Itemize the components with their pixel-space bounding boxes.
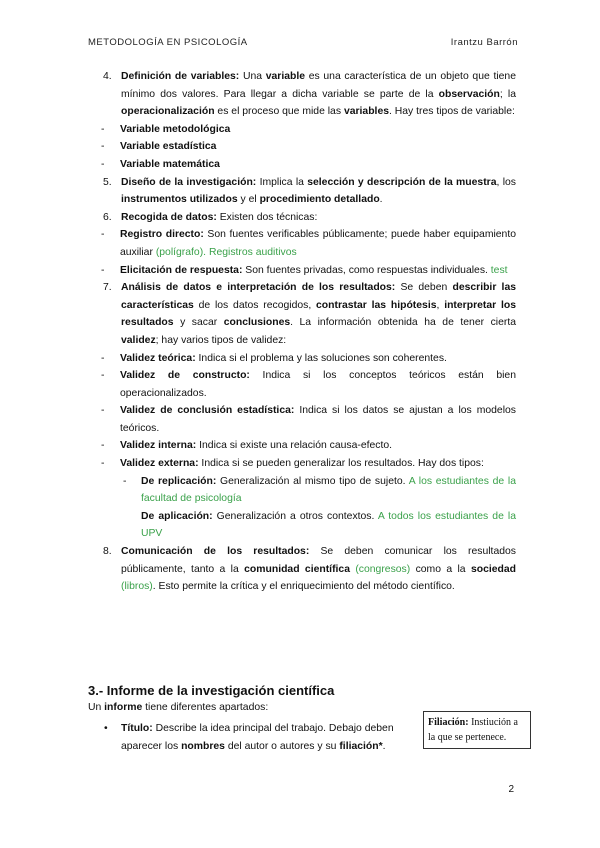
page-number: 2 bbox=[508, 784, 514, 795]
item-number: 4. bbox=[103, 71, 112, 82]
sub-sub-item: De aplicación: Generalización a otros contextos. A todos los estudiantes de la UPV bbox=[141, 510, 516, 540]
section-heading: 3.- Informe de la investigación científica bbox=[88, 683, 335, 698]
list-item-7: 7. Análisis de datos e interpretación de los resultados: Se deben describir las características de los datos recogidos, contrastar las hipótesis, interpretar los resultados y sacar conclusiones. La información obtenida ha de tener cierta validez; hay varios tipos de validez: bbox=[88, 279, 516, 349]
list-item-5: 5. Diseño de la investigación: Implica la selección y descripción de la muestra, los instrumentos utilizados y el procedimiento detallado. bbox=[88, 174, 516, 209]
sub-sub-item: - De replicación: Generalización al mismo tipo de sujeto. A los estudiantes de la facultad de psicología bbox=[123, 475, 516, 505]
list-item-6: 6. Recogida de datos: Existen dos técnicas: bbox=[88, 209, 516, 227]
sub-item: - Validez de constructo: Indica si los conceptos teóricos están bien operacionalizados. bbox=[101, 370, 516, 399]
header-author: Irantzu Barrón bbox=[450, 37, 518, 48]
item-title: Definición de variables: bbox=[121, 71, 240, 82]
sub-item: - Validez externa: Indica si se pueden generalizar los resultados. Hay dos tipos: bbox=[101, 458, 484, 470]
item-title: Recogida de datos: bbox=[121, 211, 217, 223]
sub-item: - Validez interna: Indica si existe una relación causa-efecto. bbox=[101, 440, 393, 452]
numbered-list bbox=[88, 68, 516, 596]
bullet-dot-icon: • bbox=[104, 723, 108, 734]
item-number: 6. bbox=[103, 211, 112, 223]
list-item-8: 8. Comunicación de los resultados: Se deben comunicar los resultados públicamente, tanto a la comunidad científica (congresos) como a la sociedad (libros). Esto permite la crítica y el enriquecimiento del método científico. bbox=[88, 543, 516, 596]
sub-item: - Registro directo: Son fuentes verificables públicamente; puede haber equipamiento auxiliar (polígrafo). Registros auditivos bbox=[101, 229, 517, 258]
sub-item: - Variable matemática bbox=[101, 158, 220, 170]
item-title: Comunicación de los resultados: bbox=[121, 546, 310, 558]
item-title: Diseño de la investigación: bbox=[121, 176, 257, 188]
item-number: 5. bbox=[103, 176, 112, 188]
item-number: 7. bbox=[103, 282, 112, 294]
sub-item: - Elicitación de respuesta: Son fuentes privadas, como respuestas individuales. test bbox=[101, 264, 508, 276]
bullet-list bbox=[88, 720, 416, 755]
sub-item: - Validez teórica: Indica si el problema y las soluciones son coherentes. bbox=[101, 352, 447, 364]
header-title: METODOLOGÍA EN PSICOLOGÍA bbox=[88, 37, 248, 48]
sub-item: - Variable estadística bbox=[101, 141, 217, 153]
item-title: Análisis de datos e interpretación de los resultados: bbox=[121, 282, 396, 294]
section-intro: Un informe tiene diferentes apartados: bbox=[88, 702, 269, 713]
sub-item: - Variable metodológica bbox=[101, 123, 231, 135]
bullet-item-titulo: • Título: Describe la idea principal del trabajo. Debajo deben aparecer los nombres del autor o autores y su filiación*. bbox=[88, 720, 416, 755]
item-number: 8. bbox=[103, 546, 112, 558]
side-note-box: Filiación: Instiución a la que se pertenece. bbox=[423, 711, 531, 749]
sub-item: - Validez de conclusión estadística: Indica si los datos se ajustan a los modelos teóricos. bbox=[101, 405, 516, 434]
list-item-4: 4. Definición de variables: Una variable es una característica de un objeto que tiene mínimo dos valores. Para llegar a dicha variable se parte de la observación; la operacionalización es el proceso que mide las variables. Hay tres tipos de variable: bbox=[88, 68, 516, 121]
